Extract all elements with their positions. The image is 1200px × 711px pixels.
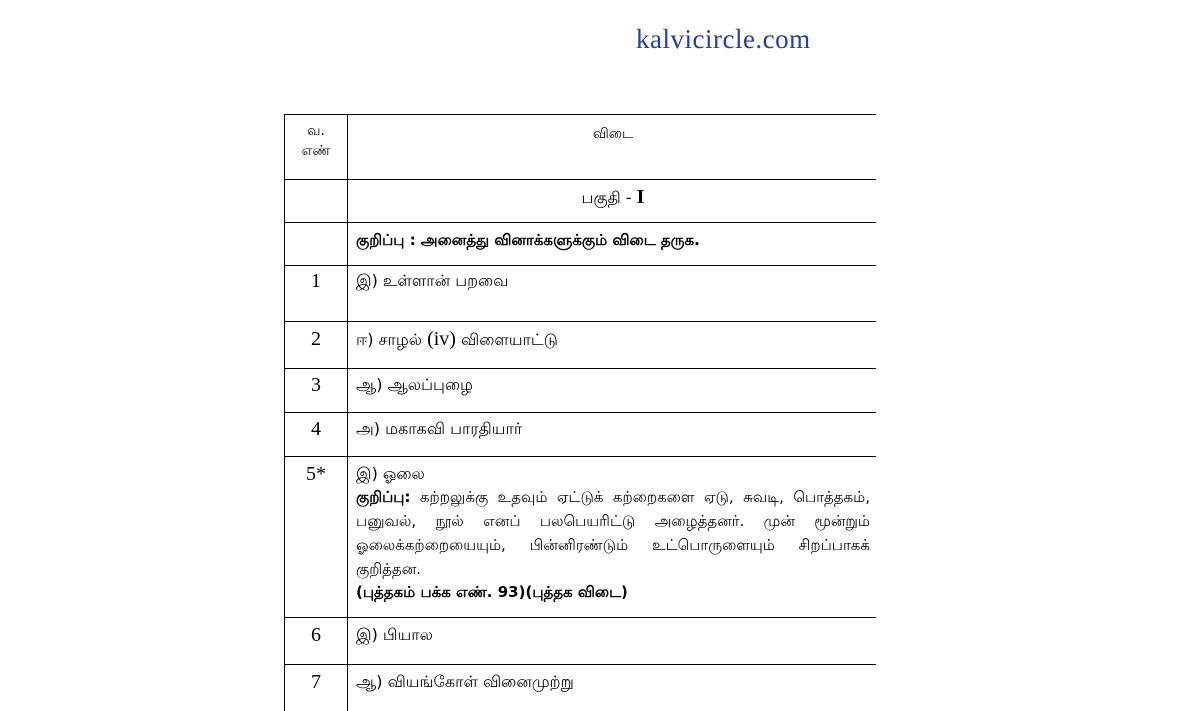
row-answer: இ) உள்ளான் பறவை: [348, 266, 877, 322]
part-title: [348, 180, 877, 223]
answer-prefix: ஈ) சாழல்: [356, 330, 427, 349]
note-label: குறிப்பு:: [356, 488, 410, 506]
table-row: [285, 618, 877, 665]
instruction-row: [285, 223, 877, 266]
answer-suffix: விளையாட்டு: [456, 330, 558, 349]
row-answer: அ) மகாகவி பாரதியார்: [348, 413, 877, 457]
table-row: [285, 457, 877, 618]
book-reference: (புத்தகம் பக்க எண். 93)(புத்தக விடை): [356, 581, 870, 603]
answer-roman: (iv): [427, 328, 456, 350]
row-number: 2: [285, 322, 348, 369]
part-roman: I: [637, 186, 645, 208]
row-answer: ஆ) ஆலப்புழை: [348, 369, 877, 413]
answer-note: [356, 485, 870, 581]
row-number: 4: [285, 413, 348, 457]
header-answer: விடை: [348, 115, 877, 180]
table-row: [285, 322, 877, 369]
row-number: 5*: [285, 457, 348, 618]
row-answer: இ) ஓலை: [356, 463, 870, 485]
row-number: 6: [285, 618, 348, 665]
answer-sheet: [284, 114, 884, 711]
row-answer-block: [348, 457, 877, 618]
part-row: [285, 180, 877, 223]
row-number: 7: [285, 665, 348, 711]
table-row: [285, 413, 877, 457]
table-row: [285, 369, 877, 413]
part-number-cell: [285, 180, 348, 223]
table-header-row: [285, 115, 877, 180]
row-number: 3: [285, 369, 348, 413]
table-row: [285, 266, 877, 322]
header-number-line2: எண்: [285, 141, 347, 161]
answer-table: [284, 114, 876, 711]
part-label: பகுதி -: [582, 188, 637, 207]
site-watermark: kalvicircle.com: [636, 24, 811, 55]
row-answer: ஆ) வியங்கோள் வினைமுற்று: [348, 665, 877, 711]
row-number: 1: [285, 266, 348, 322]
note-text: கற்றலுக்கு உதவும் ஏட்டுக் கற்றைகளை ஏடு, சுவடி, பொத்தகம், பனுவல், நூல் எனப் பலபெயரிட்டு அழைத்தனர். முன் மூன்றும் ஓலைக்கற்றையையும், பின்னிரண்டும் உட்பொருளையும் சிறப்பாகக் குறித்தன.: [356, 488, 870, 578]
instruction-text: குறிப்பு : அனைத்து வினாக்களுக்கும் விடை தருக.: [348, 223, 877, 266]
table-row: [285, 665, 877, 711]
row-answer: [348, 322, 877, 369]
header-number: [285, 115, 348, 180]
header-number-line1: வ.: [285, 121, 347, 141]
row-answer: இ) பியால: [348, 618, 877, 665]
instruction-number-cell: [285, 223, 348, 266]
